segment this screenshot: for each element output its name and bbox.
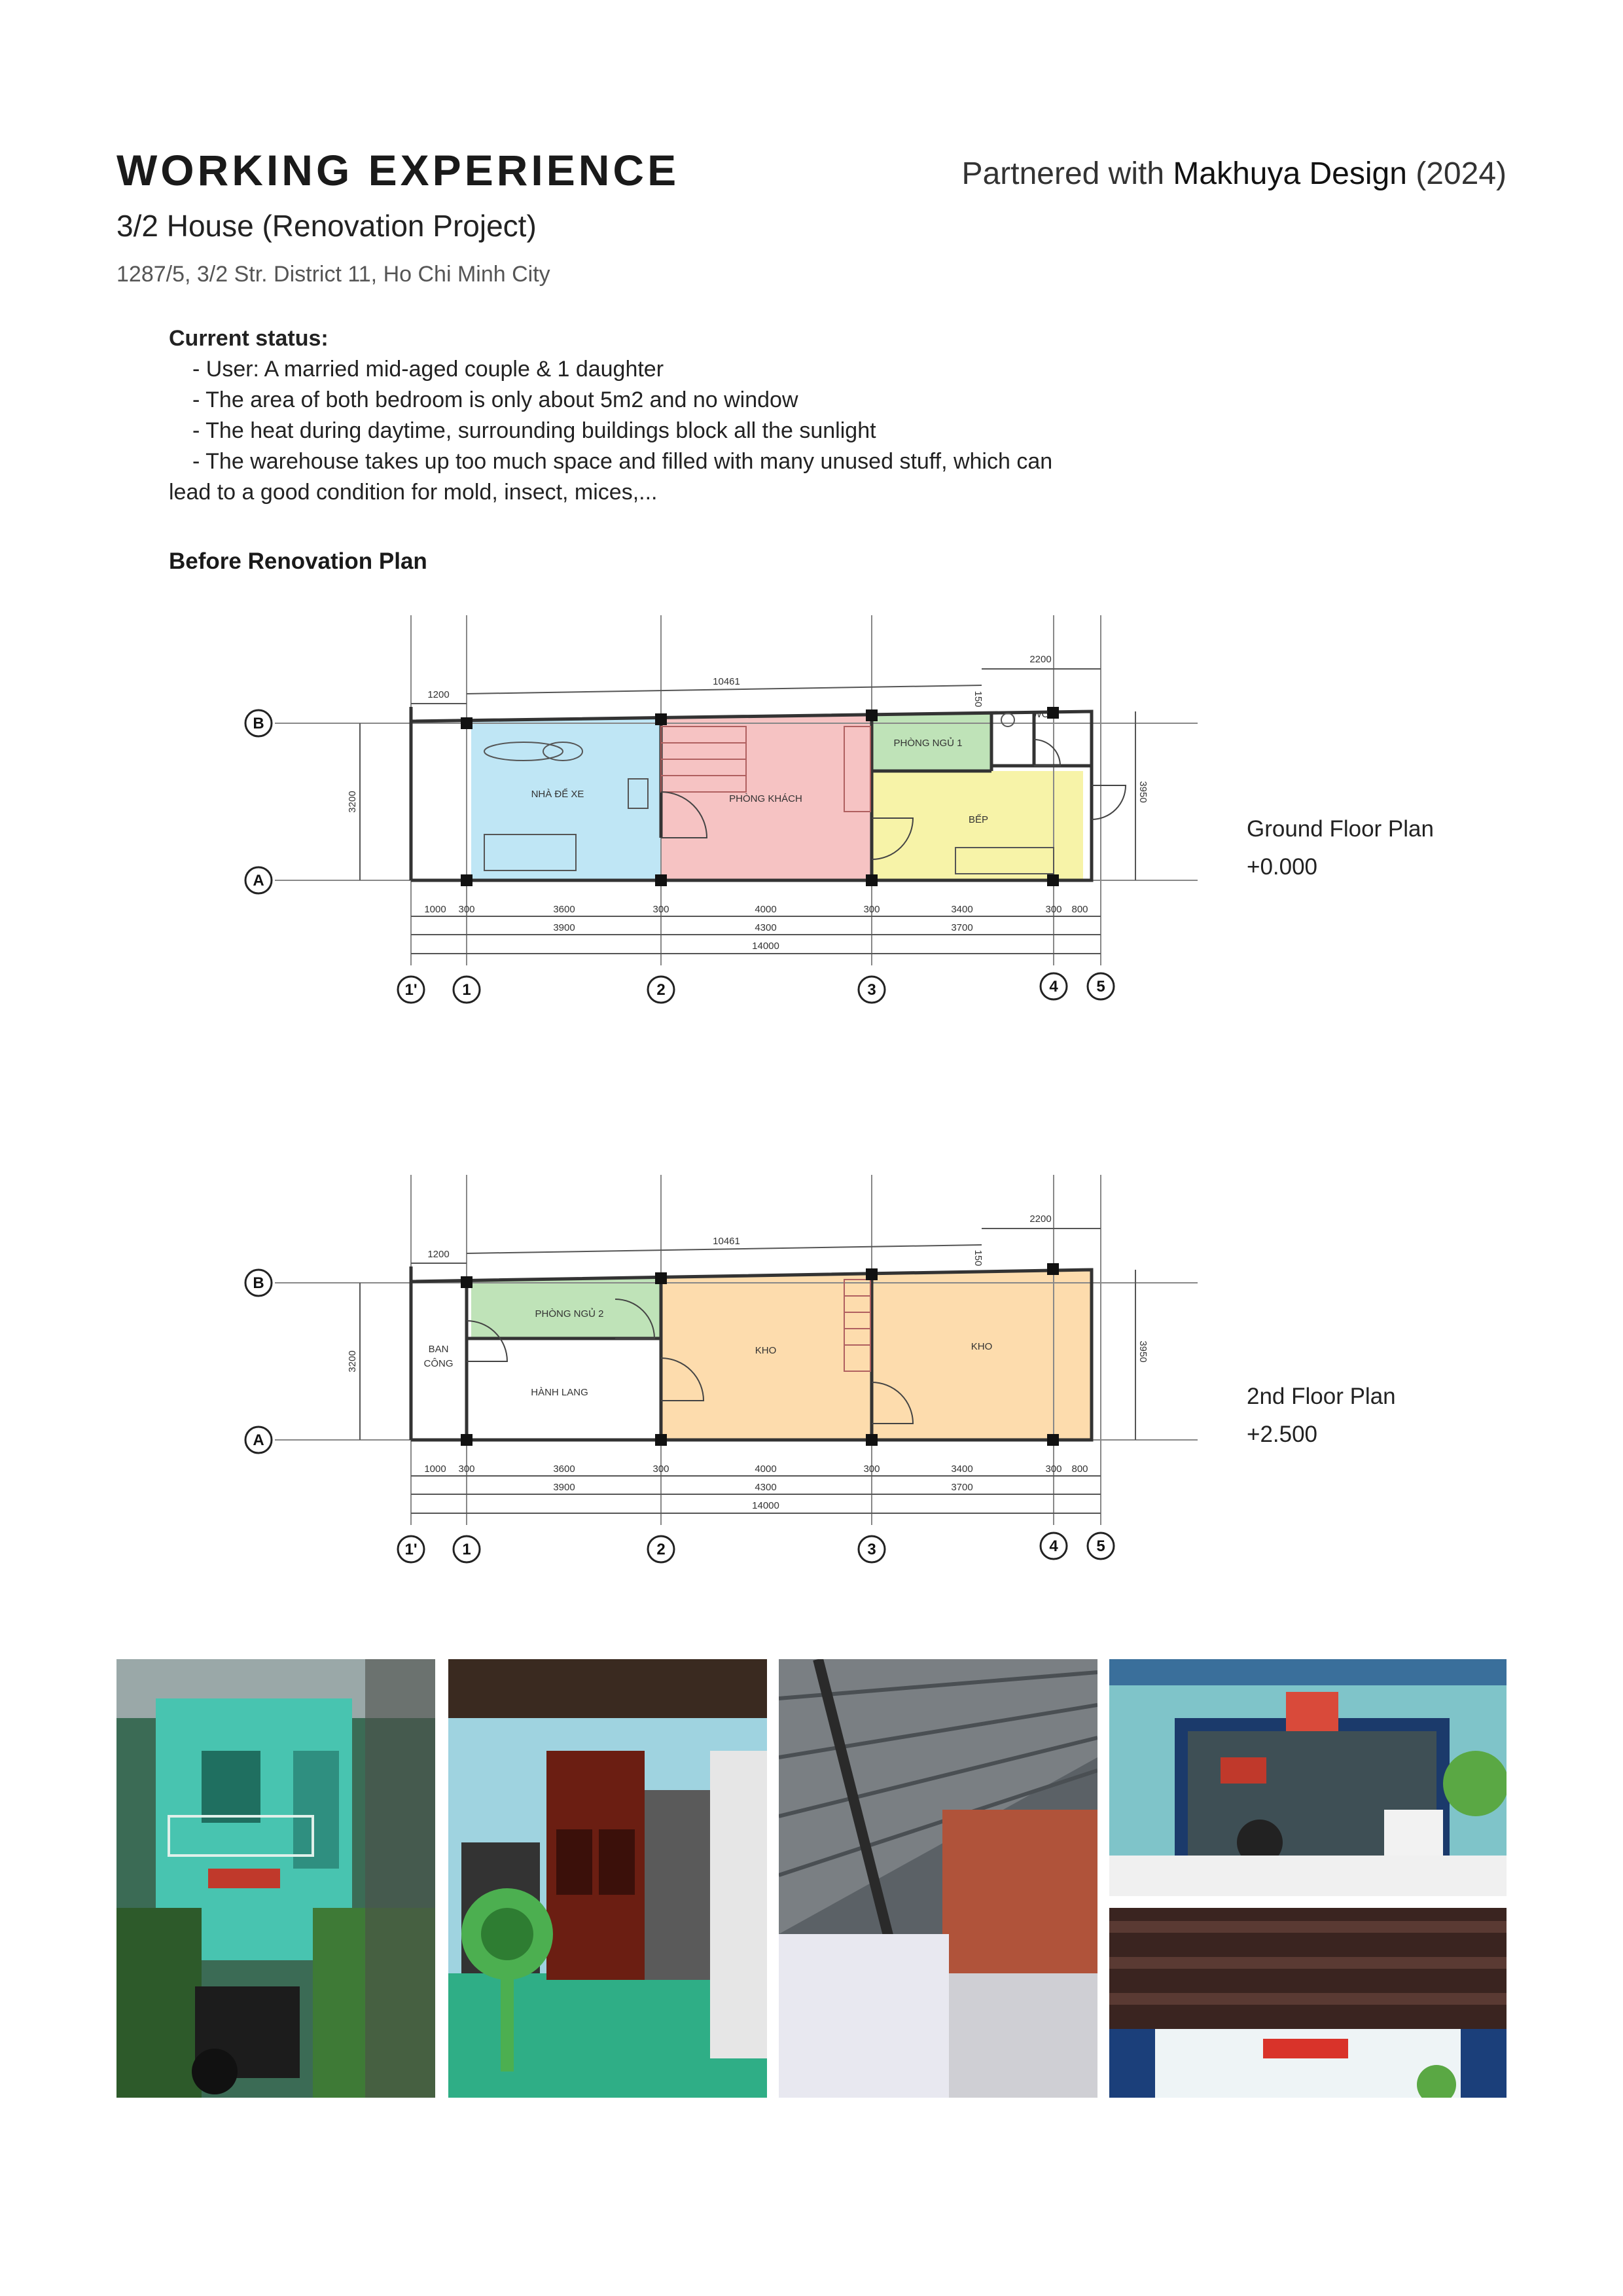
photo-ceiling-beams — [1109, 1908, 1507, 2098]
dim-row1: 300 — [863, 904, 880, 915]
dim-row2: 3700 — [951, 1482, 973, 1493]
room-label-balcony: BAN — [428, 1344, 449, 1355]
page-title: WORKING EXPERIENCE — [116, 146, 680, 194]
room-label-wc: WC — [1032, 709, 1049, 720]
photo-entrance — [1109, 1659, 1507, 1896]
dim-row2: 4300 — [755, 1482, 777, 1493]
dim-row2: 3700 — [951, 922, 973, 933]
dim-row1: 300 — [652, 904, 669, 915]
partner-year: (2024) — [1416, 156, 1507, 191]
room-label-storage-2: KHO — [971, 1341, 993, 1352]
second-floor-plan — [245, 1175, 1198, 1562]
dim-height-left: 3200 — [347, 791, 358, 813]
status-item: - The warehouse takes up too much space and filled with many unused stuff, which can — [192, 449, 1053, 474]
before-renovation-label: Before Renovation Plan — [169, 548, 427, 574]
grid-label: 3 — [867, 981, 876, 999]
status-continuation: lead to a good condition for mold, insect, mices,... — [169, 480, 658, 505]
room-storage-1 — [661, 1274, 872, 1440]
room-kitchen — [872, 771, 1083, 880]
room-storage-2 — [872, 1270, 1092, 1440]
dim-height-left: 3200 — [347, 1350, 358, 1372]
grid-label: 2 — [656, 1541, 666, 1558]
grid-label: B — [253, 1274, 264, 1292]
dim-row1: 4000 — [755, 1463, 777, 1475]
grid-label: 1 — [462, 981, 471, 999]
dim-right-top: 2200 — [1029, 654, 1052, 665]
dim-row2: 3900 — [553, 922, 575, 933]
ground-floor-label — [1247, 810, 1434, 886]
dim-total: 14000 — [752, 1500, 779, 1511]
partner-prefix: Partnered with — [961, 156, 1165, 191]
partner-name: Makhuya Design — [1173, 156, 1407, 191]
grid-label: B — [253, 715, 264, 732]
dim-row1: 800 — [1071, 904, 1088, 915]
plan-title: 2nd Floor Plan — [1247, 1384, 1396, 1409]
room-label-hallway: HÀNH LANG — [531, 1387, 588, 1398]
status-item: - The area of both bedroom is only about 5m2 and no window — [192, 387, 798, 412]
room-label-living: PHÒNG KHÁCH — [729, 793, 802, 804]
dim-row1: 300 — [652, 1463, 669, 1475]
photo-interior-shelves — [448, 1659, 767, 2098]
dim-row2: 3900 — [553, 1482, 575, 1493]
photo-house-facade — [116, 1659, 435, 2098]
grid-label: 1' — [404, 1541, 418, 1558]
project-title: 3/2 House (Renovation Project) — [116, 209, 537, 243]
dim-left-top: 1200 — [427, 689, 450, 700]
dim-row1: 3400 — [951, 904, 973, 915]
room-label-bedroom-1: PHÒNG NGỦ 1 — [893, 738, 963, 749]
room-label-storage-1: KHO — [755, 1345, 777, 1356]
dim-total-top: 10461 — [713, 676, 740, 687]
grid-label: 3 — [867, 1541, 876, 1558]
dim-row1: 300 — [458, 1463, 475, 1475]
room-label-balcony: CÔNG — [423, 1358, 454, 1369]
plan-level: +2.500 — [1247, 1422, 1318, 1447]
dim-small: 150 — [972, 691, 984, 708]
grid-label: 2 — [656, 981, 666, 999]
grid-label: 1 — [462, 1541, 471, 1558]
room-label-garage: NHÀ ĐỂ XE — [531, 789, 584, 800]
grid-label: 1' — [404, 981, 418, 999]
dim-row1: 300 — [1045, 1463, 1062, 1475]
grid-label: 4 — [1049, 1537, 1058, 1555]
grid-label: 4 — [1049, 978, 1058, 996]
grid-label: 5 — [1096, 978, 1105, 996]
dim-row1: 4000 — [755, 904, 777, 915]
dim-height-right: 3950 — [1137, 781, 1149, 803]
project-address: 1287/5, 3/2 Str. District 11, Ho Chi Minh City — [116, 262, 550, 287]
photo-roof-interior — [779, 1659, 1097, 2098]
grid-label: A — [253, 872, 264, 889]
plan-level: +0.000 — [1247, 854, 1318, 880]
grid-label: 5 — [1096, 1537, 1105, 1555]
dim-row1: 3600 — [553, 1463, 575, 1475]
status-item: - The heat during daytime, surrounding buildings block all the sunlight — [192, 418, 876, 443]
dim-total: 14000 — [752, 941, 779, 952]
status-heading: Current status: — [169, 326, 329, 351]
dim-row1: 3400 — [951, 1463, 973, 1475]
dim-row1: 3600 — [553, 904, 575, 915]
dim-row1: 300 — [458, 904, 475, 915]
status-item: - User: A married mid-aged couple & 1 daughter — [192, 357, 664, 382]
dim-row1: 300 — [863, 1463, 880, 1475]
room-label-bedroom-2: PHÒNG NGỦ 2 — [535, 1308, 604, 1319]
plan-title: Ground Floor Plan — [1247, 816, 1434, 842]
dim-row1: 1000 — [424, 904, 446, 915]
dim-right-top: 2200 — [1029, 1213, 1052, 1225]
grid-label: A — [253, 1431, 264, 1449]
dim-left-top: 1200 — [427, 1249, 450, 1260]
dim-row1: 1000 — [424, 1463, 446, 1475]
second-floor-label — [1247, 1378, 1396, 1454]
dim-row2: 4300 — [755, 922, 777, 933]
dim-row1: 300 — [1045, 904, 1062, 915]
dim-total-top: 10461 — [713, 1236, 740, 1247]
ground-floor-plan — [245, 615, 1198, 1003]
dim-row1: 800 — [1071, 1463, 1088, 1475]
dim-small: 150 — [972, 1249, 984, 1266]
dim-height-right: 3950 — [1137, 1340, 1149, 1363]
room-label-kitchen: BẾP — [968, 814, 989, 825]
